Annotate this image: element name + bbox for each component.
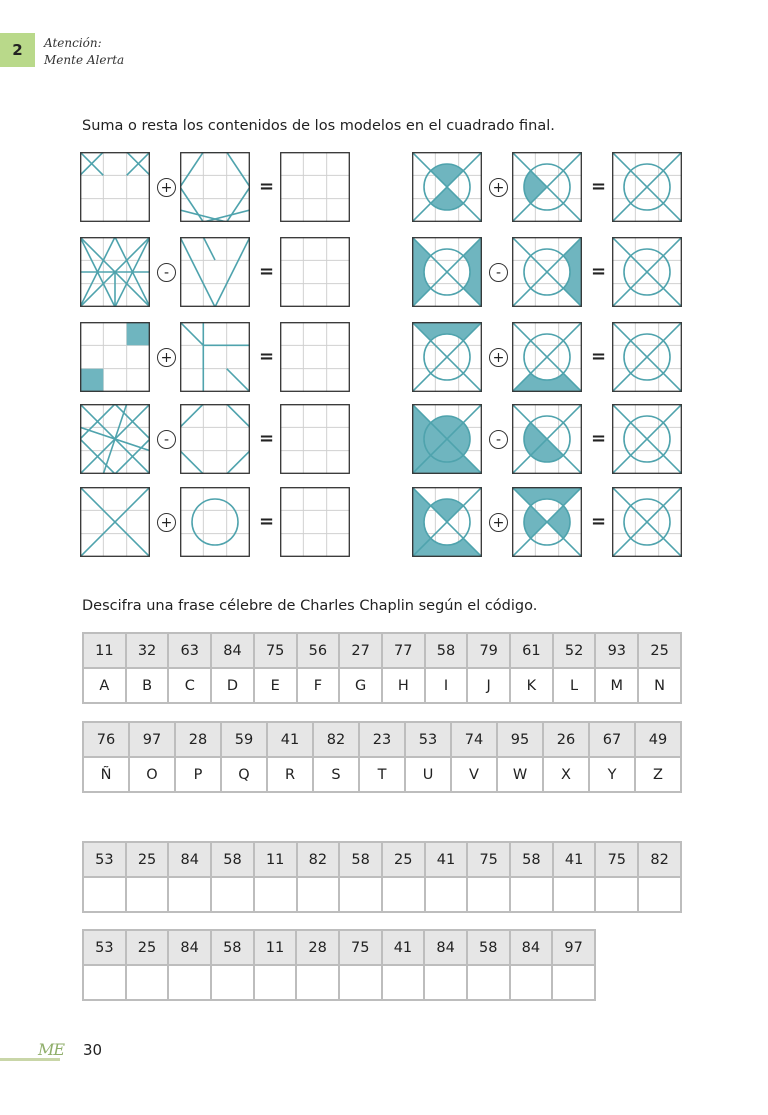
code-number: 59: [221, 722, 267, 757]
model-box-a: [412, 322, 482, 392]
answer-cell[interactable]: [467, 965, 510, 1000]
code-table-1: [82, 632, 682, 704]
model-box-a: [412, 404, 482, 474]
phrase-number: 82: [297, 842, 340, 877]
answer-cell[interactable]: [339, 877, 382, 912]
code-letter: U: [405, 757, 451, 792]
answer-cell[interactable]: [211, 965, 254, 1000]
code-number: 52: [553, 633, 596, 668]
code-number: 95: [497, 722, 543, 757]
phrase-number: 75: [595, 842, 638, 877]
model-box-a: [80, 404, 150, 474]
code-number: 27: [339, 633, 382, 668]
model-box-b: [180, 404, 250, 474]
code-number-row: [83, 722, 681, 757]
phrase-number: 84: [168, 930, 211, 965]
equals-sign: =: [259, 428, 275, 449]
code-number: 49: [635, 722, 681, 757]
answer-cell[interactable]: [339, 965, 382, 1000]
code-table-2: [82, 721, 682, 793]
code-number: 26: [543, 722, 589, 757]
model-box-a: [412, 152, 482, 222]
code-letter-row: [83, 668, 681, 703]
answer-cell[interactable]: [425, 877, 468, 912]
code-letter: X: [543, 757, 589, 792]
answer-cell[interactable]: [553, 877, 596, 912]
plus-operator-icon: +: [489, 513, 508, 532]
plus-operator-icon: +: [157, 513, 176, 532]
answer-cell[interactable]: [211, 877, 254, 912]
phrase-number: 11: [254, 842, 297, 877]
code-letter: P: [175, 757, 221, 792]
code-number-row: [83, 633, 681, 668]
plus-operator-icon: +: [489, 348, 508, 367]
model-box-a: [80, 237, 150, 307]
chapter-title-line2: Mente Alerta: [44, 53, 125, 67]
answer-cell[interactable]: [168, 965, 211, 1000]
code-number: 28: [175, 722, 221, 757]
chapter-title-line1: Atención:: [44, 36, 102, 50]
phrase-number: 84: [168, 842, 211, 877]
code-number: 82: [313, 722, 359, 757]
phrase-number: 75: [467, 842, 510, 877]
answer-box-reference: [612, 404, 682, 474]
phrase-table-2: [82, 929, 596, 1001]
model-box-b: [180, 322, 250, 392]
model-box-a: [80, 322, 150, 392]
chapter-number-badge: 2: [0, 33, 35, 67]
phrase-number: 41: [553, 842, 596, 877]
plus-operator-icon: +: [157, 348, 176, 367]
answer-cell[interactable]: [254, 877, 297, 912]
answer-cell[interactable]: [126, 877, 169, 912]
code-number: 41: [267, 722, 313, 757]
code-letter: V: [451, 757, 497, 792]
phrase-number: 58: [467, 930, 510, 965]
code-number: 25: [638, 633, 681, 668]
plus-operator-icon: +: [489, 178, 508, 197]
code-letter: N: [638, 668, 681, 703]
model-box-b: [180, 487, 250, 557]
model-box-a: [80, 152, 150, 222]
code-number: 32: [126, 633, 169, 668]
code-letter: I: [425, 668, 468, 703]
phrase-number: 25: [126, 842, 169, 877]
code-letter: K: [510, 668, 553, 703]
answer-cell[interactable]: [83, 965, 126, 1000]
phrase-answer-row: [83, 965, 595, 1000]
code-number: 53: [405, 722, 451, 757]
answer-box-reference: [612, 152, 682, 222]
answer-box-reference: [612, 322, 682, 392]
code-letter: Y: [589, 757, 635, 792]
code-letter: G: [339, 668, 382, 703]
code-number: 74: [451, 722, 497, 757]
phrase-number: 75: [339, 930, 382, 965]
equals-sign: =: [591, 511, 607, 532]
answer-cell[interactable]: [254, 965, 297, 1000]
answer-box-empty: [280, 237, 350, 307]
phrase-number: 41: [425, 842, 468, 877]
code-number: 77: [382, 633, 425, 668]
answer-cell[interactable]: [467, 877, 510, 912]
footer-logo: ME: [38, 1040, 65, 1059]
code-letter: Z: [635, 757, 681, 792]
code-number: 56: [297, 633, 340, 668]
exercise-2-instruction: Descifra una frase célebre de Charles Chaplin según el código.: [82, 598, 538, 614]
model-box-b: [180, 237, 250, 307]
phrase-number: 11: [254, 930, 297, 965]
code-letter: L: [553, 668, 596, 703]
answer-box-empty: [280, 404, 350, 474]
code-letter: H: [382, 668, 425, 703]
answer-cell[interactable]: [510, 965, 553, 1000]
code-letter: O: [129, 757, 175, 792]
code-number: 75: [254, 633, 297, 668]
answer-cell[interactable]: [168, 877, 211, 912]
code-number: 76: [83, 722, 129, 757]
phrase-number: 53: [83, 842, 126, 877]
model-box-a: [80, 487, 150, 557]
phrase-number: 25: [382, 842, 425, 877]
code-number: 63: [168, 633, 211, 668]
phrase-number: 41: [382, 930, 425, 965]
code-letter: C: [168, 668, 211, 703]
code-number: 61: [510, 633, 553, 668]
phrase-number: 58: [211, 842, 254, 877]
model-box-a: [412, 487, 482, 557]
equals-sign: =: [591, 176, 607, 197]
code-letter-row: [83, 757, 681, 792]
answer-cell[interactable]: [595, 877, 638, 912]
code-letter: R: [267, 757, 313, 792]
answer-cell[interactable]: [510, 877, 553, 912]
phrase-number-row: [83, 842, 681, 877]
model-box-b: [512, 487, 582, 557]
phrase-number: 84: [424, 930, 467, 965]
answer-cell[interactable]: [382, 877, 425, 912]
code-number: 23: [359, 722, 405, 757]
code-letter: J: [467, 668, 510, 703]
exercise-1-instruction: Suma o resta los contenidos de los modelos en el cuadrado final.: [82, 118, 555, 134]
answer-box-empty: [280, 487, 350, 557]
answer-box-reference: [612, 237, 682, 307]
equals-sign: =: [591, 261, 607, 282]
answer-box-reference: [612, 487, 682, 557]
answer-cell[interactable]: [126, 965, 169, 1000]
code-letter: B: [126, 668, 169, 703]
code-number: 97: [129, 722, 175, 757]
answer-cell[interactable]: [296, 965, 339, 1000]
code-letter: F: [297, 668, 340, 703]
phrase-number: 28: [296, 930, 339, 965]
equals-sign: =: [259, 346, 275, 367]
equals-sign: =: [259, 176, 275, 197]
answer-cell[interactable]: [382, 965, 425, 1000]
answer-cell[interactable]: [552, 965, 595, 1000]
code-letter: W: [497, 757, 543, 792]
phrase-number: 58: [211, 930, 254, 965]
phrase-number-row: [83, 930, 595, 965]
plus-operator-icon: +: [157, 178, 176, 197]
code-number: 79: [467, 633, 510, 668]
code-letter: D: [211, 668, 254, 703]
phrase-number: 25: [126, 930, 169, 965]
code-number: 67: [589, 722, 635, 757]
equals-sign: =: [259, 261, 275, 282]
phrase-number: 97: [552, 930, 595, 965]
code-letter: Q: [221, 757, 267, 792]
phrase-answer-row: [83, 877, 681, 912]
code-letter: M: [595, 668, 638, 703]
model-box-b: [180, 152, 250, 222]
phrase-number: 82: [638, 842, 681, 877]
code-letter: T: [359, 757, 405, 792]
model-box-b: [512, 152, 582, 222]
code-letter: Ñ: [83, 757, 129, 792]
minus-operator-icon: -: [157, 263, 176, 282]
answer-cell[interactable]: [638, 877, 681, 912]
answer-cell[interactable]: [424, 965, 467, 1000]
phrase-number: 58: [510, 842, 553, 877]
answer-cell[interactable]: [297, 877, 340, 912]
phrase-number: 53: [83, 930, 126, 965]
code-letter: A: [83, 668, 126, 703]
equals-sign: =: [591, 428, 607, 449]
code-number: 93: [595, 633, 638, 668]
equals-sign: =: [259, 511, 275, 532]
model-box-b: [512, 322, 582, 392]
answer-cell[interactable]: [83, 877, 126, 912]
code-number: 84: [211, 633, 254, 668]
phrase-number: 58: [339, 842, 382, 877]
code-number: 11: [83, 633, 126, 668]
page-number: 30: [83, 1041, 103, 1059]
model-box-b: [512, 404, 582, 474]
code-letter: S: [313, 757, 359, 792]
minus-operator-icon: -: [157, 430, 176, 449]
minus-operator-icon: -: [489, 263, 508, 282]
answer-box-empty: [280, 322, 350, 392]
model-box-b: [512, 237, 582, 307]
chapter-title: [44, 35, 124, 69]
answer-box-empty: [280, 152, 350, 222]
phrase-number: 84: [510, 930, 553, 965]
model-box-a: [412, 237, 482, 307]
phrase-table-1: [82, 841, 682, 913]
code-number: 58: [425, 633, 468, 668]
minus-operator-icon: -: [489, 430, 508, 449]
code-letter: E: [254, 668, 297, 703]
equals-sign: =: [591, 346, 607, 367]
